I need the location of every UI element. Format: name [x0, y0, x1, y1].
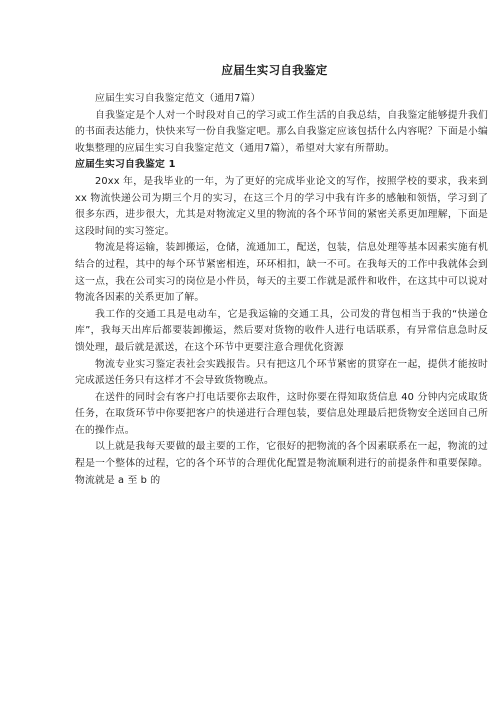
body-paragraph: 物流是将运输，装卸搬运，仓储，流通加工，配送，包装，信息处理等基本因素实施有机结合的过程，其中的每个环节紧密相连，环环相扣，缺一不可。在我每天的工作中我就体会到这一点，我在公司实习的岗位是小件员，每天的主要工作就是派件和收件，在这其中可以说对物流各因素的关系更加了解。: [75, 242, 488, 304]
intro-line: 应届生实习自我鉴定范文（通用7篇）: [95, 93, 261, 104]
body-paragraph: 物流专业实习鉴定表社会实践报告。只有把这几个环节紧密的贯穿在一起，提供才能按时完成派送任务只有这样才不会导致货物晚点。: [75, 358, 488, 387]
intro-paragraph: 自我鉴定是个人对一个时段对自己的学习或工作生活的自我总结，自我鉴定能够提升我们的书面表达能力，快快来写一份自我鉴定吧。那么自我鉴定应该包括什么内容呢？下面是小编收集整理的应届生实习自我鉴定范文（通用7篇），希望对大家有所帮助。: [75, 109, 488, 154]
body-paragraph: 20xx 年，是我毕业的一年，为了更好的完成毕业论文的写作，按照学校的要求，我来到 xx 物流快递公司为期三个月的实习，在这三个月的学习中我有许多的感触和领悟，学习到了很多东西，进步很大，尤其是对物流定义里的物流的各个环节间的紧密关系更加理解，下面是这段时间的实习签定。: [75, 175, 488, 237]
document-title: 应届生实习自我鉴定: [221, 63, 328, 77]
section-heading: 应届生实习自我鉴定 1: [75, 159, 176, 171]
body-paragraph: 我工作的交通工具是电动车，它是我运输的交通工具，公司发的背包相当于我的“快递仓库”，我每天出库后都要装卸搬运，然后要对货物的收件人进行电话联系，有异常信息急时反馈处理，最后就是派送，在这个环节中更要注意合理优化资源: [75, 308, 488, 353]
document-page: [75, 0, 488, 489]
body-paragraph: 在送件的同时会有客户打电话要你去取件，这时你要在得知取货信息 40 分钟内完成取货任务，在取货环节中你要把客户的快递进行合理包装，要信息处理最后把货物安全送回自己所在的操作点。: [75, 391, 488, 436]
body-paragraph: 以上就是我每天要做的最主要的工作，它很好的把物流的各个因素联系在一起，物流的过程是一个整体的过程，它的各个环节的合理优化配置是物流顺利进行的前提条件和重要保障。物流就是 a 至 b 的: [75, 441, 488, 486]
